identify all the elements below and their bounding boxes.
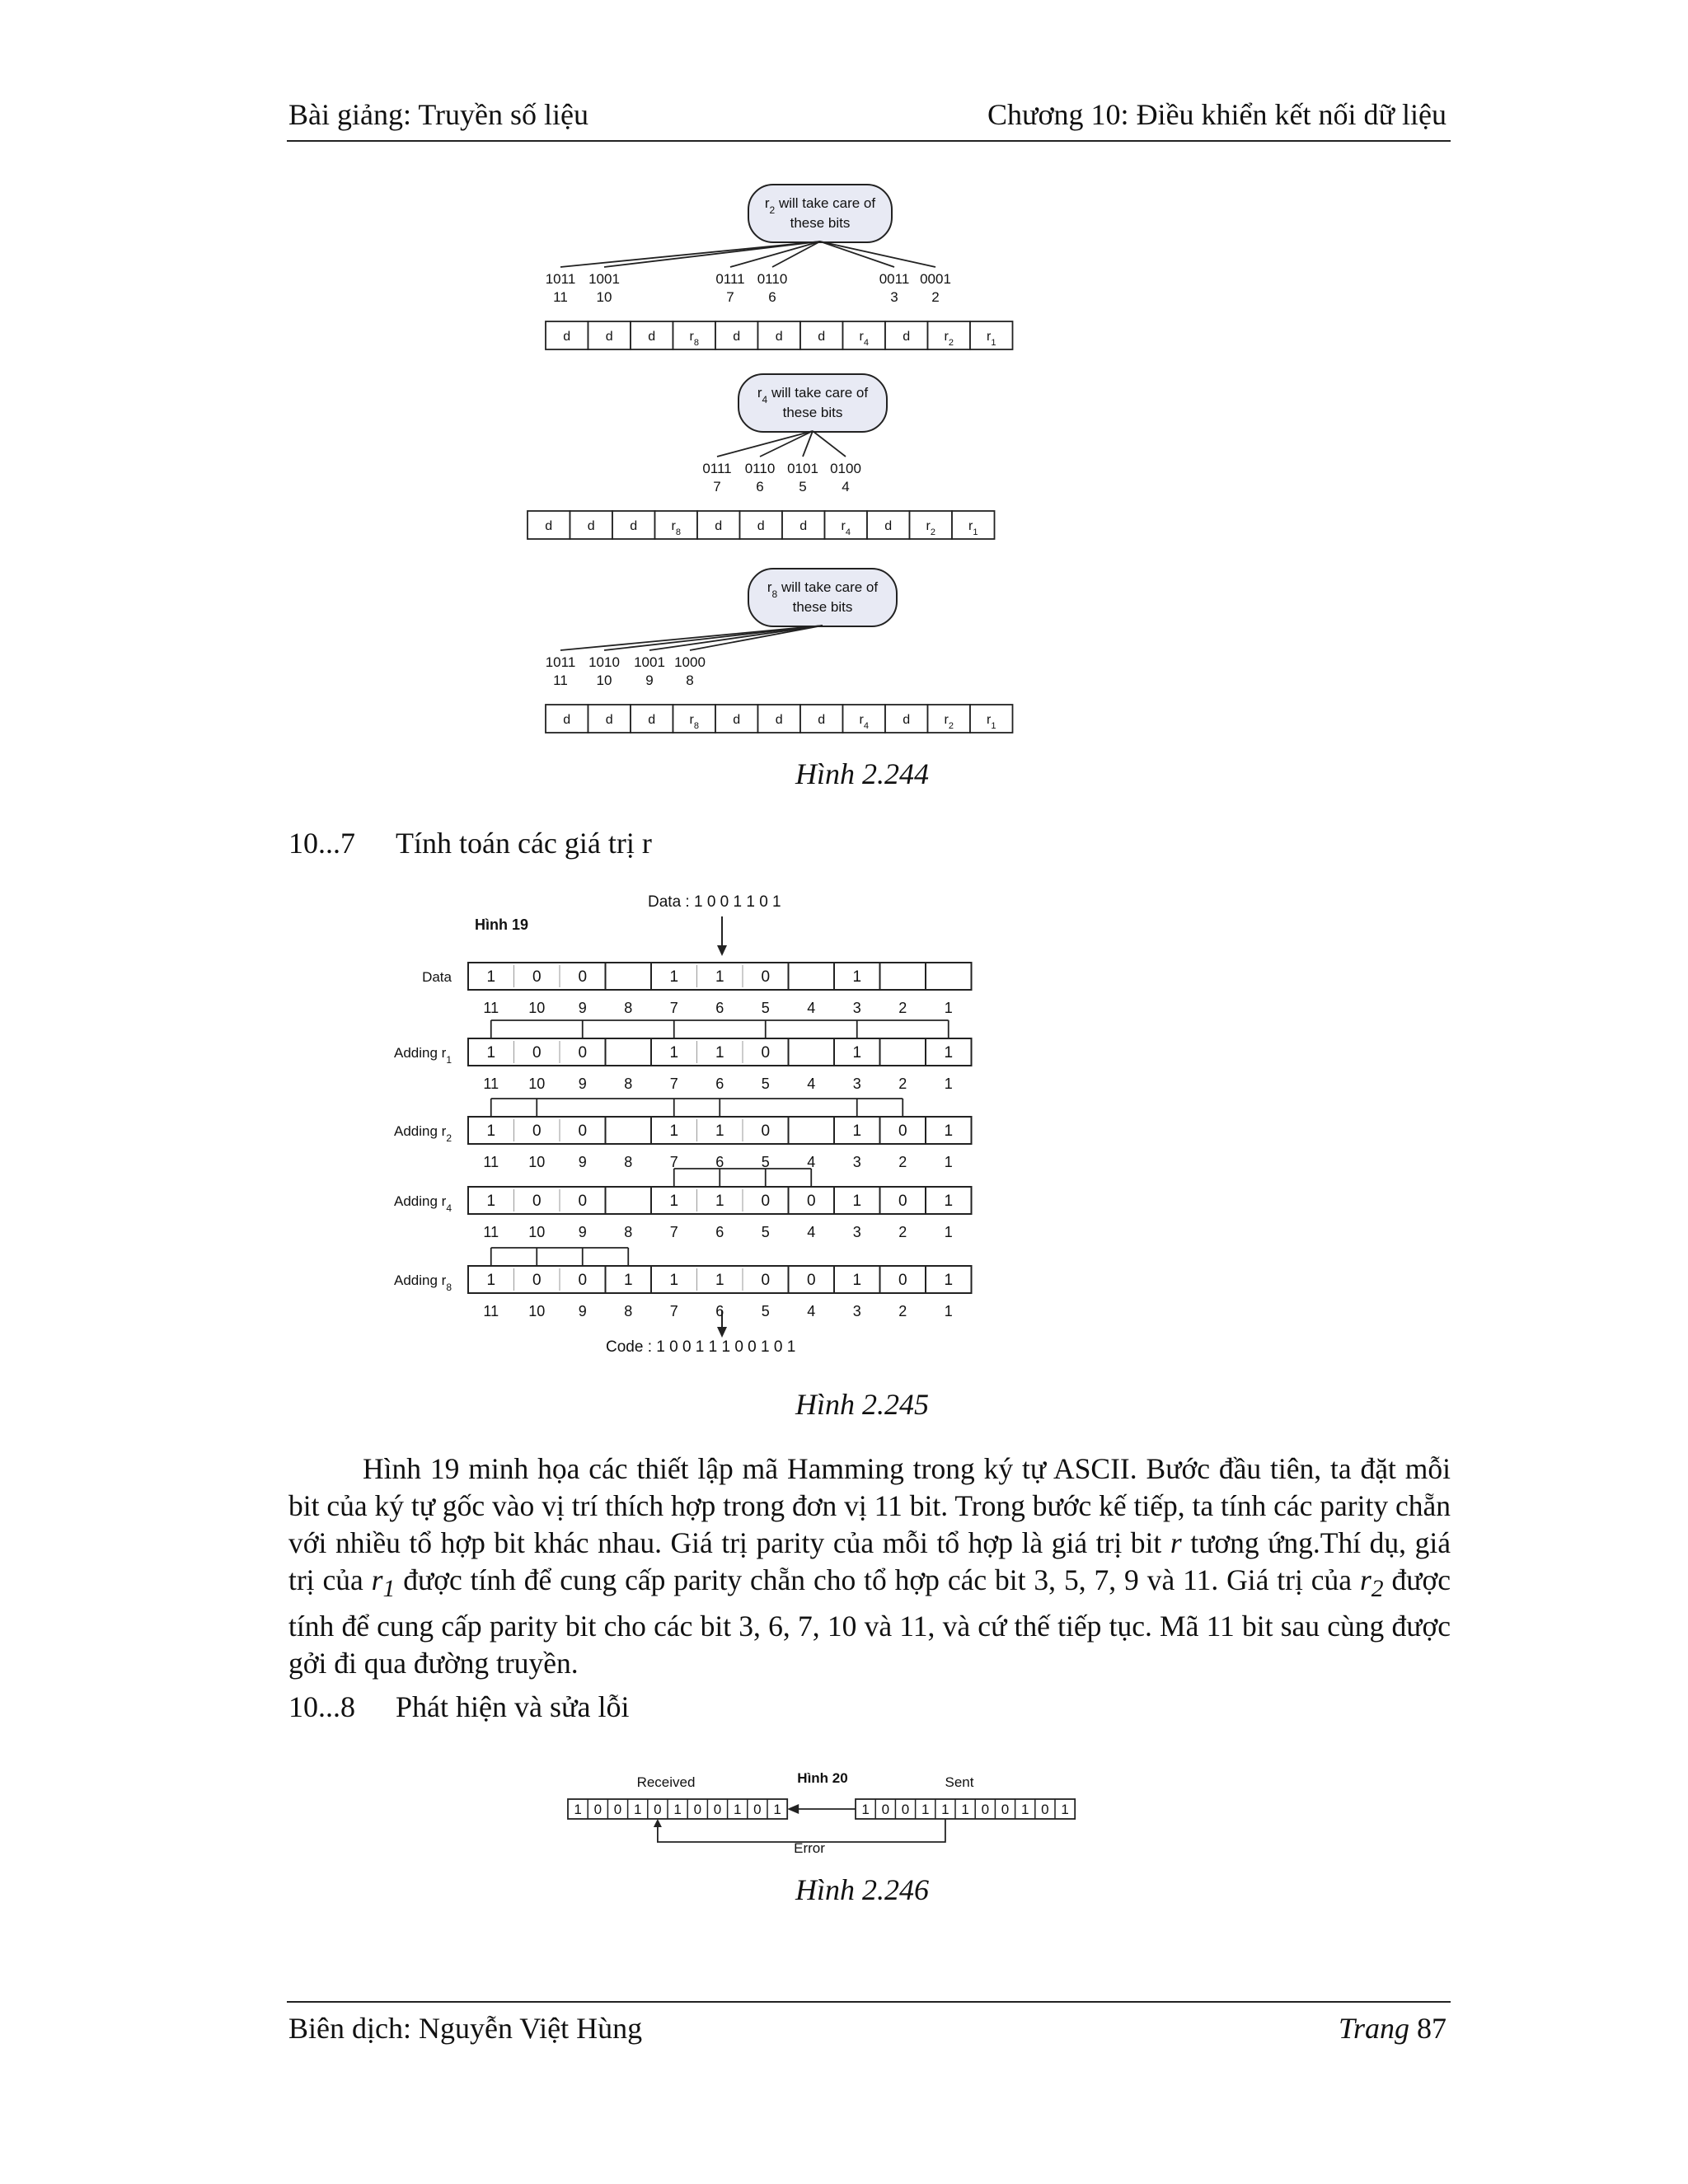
bit-value: 1 [715,1122,724,1140]
bit-value: 0 [898,1122,907,1140]
bit-cell-text: d [563,713,571,727]
row-label: Adding $r_1$ [393,1045,452,1066]
bit-position: 7 [669,1000,678,1016]
bit-cell-text: d [884,519,893,533]
bit-value: 1 [669,1044,679,1062]
bit-position: 3 [852,1224,861,1240]
bit-value: 0 [578,1122,588,1140]
bit-position: 9 [578,1154,587,1170]
bit-value: 0 [532,968,542,986]
received-bit: 0 [713,1802,722,1817]
bit-position-label: 7 [713,479,721,494]
data-label: Data : 1 0 0 1 1 0 1 [648,893,781,911]
error-bracket [658,1819,945,1842]
bit-value: 1 [486,968,496,986]
bit-cell-text: $r_2$ [944,330,954,348]
bit-cell-text: d [757,519,765,533]
bit-value: 0 [578,968,588,986]
section-8-title: Phát hiện và sửa lỗi [396,1690,630,1723]
bit-value: 0 [898,1272,907,1289]
bit-value: 0 [761,1122,771,1140]
header-right: Chương 10: Điều khiển kết nối dữ liệu [987,98,1447,131]
figure-20-label: Hình 20 [797,1770,848,1786]
figure-19-label: Hình 19 [475,916,529,933]
code-label: Code : 1 0 0 1 1 1 0 0 1 0 1 [606,1338,796,1356]
bit-position: 7 [669,1154,678,1170]
bit-value: 0 [761,1193,771,1210]
received-bit: 1 [733,1802,742,1817]
bit-cell-text: $r_8$ [689,713,699,731]
section-7-number: 10...7 [288,827,355,860]
bit-value: 1 [669,968,679,986]
bit-value: 1 [944,1272,954,1289]
row-label: Adding $r_4$ [393,1193,452,1214]
bit-cell-text: d [648,330,656,344]
bit-position-label: 6 [768,289,776,305]
bit-position: 7 [669,1303,678,1319]
bit-binary-label: 1000 [674,654,706,670]
transmission-arrowhead [787,1804,799,1814]
bit-position: 10 [528,1303,546,1319]
bit-value: 1 [715,1044,724,1062]
bit-cell-text: d [630,519,638,533]
bit-binary-label: 0110 [757,271,788,287]
bit-position: 4 [807,1076,816,1092]
bit-cell-text: $r_1$ [968,519,978,537]
bit-position: 11 [483,1154,499,1170]
bit-value: 0 [578,1044,588,1062]
bit-value: 1 [486,1272,496,1289]
bit-value: 0 [761,968,771,986]
bubble-text-line1: $r_2$ will take care of [764,195,876,216]
bit-position-label: 7 [726,289,734,305]
received-bit: 1 [673,1802,682,1817]
bit-position: 10 [528,1224,546,1240]
bit-value: 1 [944,1193,954,1210]
bit-position: 1 [944,1000,953,1016]
bit-position: 2 [898,1303,907,1319]
bit-value: 0 [761,1272,771,1289]
bit-binary-label: 0100 [830,461,861,476]
bit-value: 0 [806,1193,816,1210]
bit-position-label: 10 [596,673,612,688]
bit-cell-text: $r_2$ [944,713,954,731]
footer-page-label: Trang [1338,2012,1409,2045]
row-label: Adding $r_2$ [393,1123,452,1144]
bit-position: 3 [852,1154,861,1170]
bit-position-label: 4 [842,479,850,494]
bit-value: 1 [715,1193,724,1210]
bit-cell-text: d [545,519,553,533]
bubble-text-line1: $r_4$ will take care of [757,385,869,405]
bit-value: 0 [532,1272,542,1289]
bit-binary-label: 0101 [787,461,818,476]
paragraph-r2: r [1359,1563,1372,1596]
bit-position: 11 [483,1303,499,1319]
paragraph-text-1: Hình 19 minh họa các thiết lập mã Hamming trong ký tự ASCII. Bước đầu tiên, ta đặt mỗi bit của ký tự gốc vào vị trí thích hợp trong đơn vị 11 bit. Trong bước kế tiếp, ta tính các parity chẵn với nhiều tổ hợp bit khác nhau. Giá trị parity của mỗi tổ hợp là giá trị bit [288,1452,1451,1559]
bit-cell-text: $r_8$ [671,519,681,537]
bit-value: 0 [898,1193,907,1210]
error-arrowhead [654,1819,662,1827]
bit-position: 1 [944,1154,953,1170]
bit-position-label: 11 [553,673,568,688]
bit-position: 2 [898,1076,907,1092]
bit-position: 4 [807,1303,816,1319]
bit-position: 4 [807,1000,816,1016]
bit-position: 9 [578,1076,587,1092]
bit-position: 8 [624,1154,633,1170]
sent-bit: 1 [941,1802,950,1817]
paragraph-text-2: tương ứng.Thí dụ, giá trị của [288,1526,1451,1596]
bit-position: 7 [669,1224,678,1240]
paragraph-r: r [1170,1526,1182,1559]
bit-position-label: 3 [890,289,898,305]
paragraph-r1-sub: 1 [382,1576,396,1603]
bit-value: 0 [532,1044,542,1062]
bit-cell-text: d [775,713,783,727]
bit-value: 1 [669,1122,679,1140]
bit-position: 5 [761,1154,770,1170]
received-bit: 1 [574,1802,582,1817]
bit-value: 1 [715,1272,724,1289]
bit-position: 3 [852,1303,861,1319]
bit-binary-label: 1001 [588,271,620,287]
bit-position: 7 [669,1076,678,1092]
bit-position: 3 [852,1076,861,1092]
bit-value: 1 [486,1122,496,1140]
bit-position: 3 [852,1000,861,1016]
bit-position: 6 [715,1224,724,1240]
bit-cell-text: d [563,330,571,344]
bit-value: 1 [852,1272,862,1289]
bit-cell-text: d [648,713,656,727]
bit-position-label: 5 [799,479,807,494]
sent-bit: 1 [961,1802,969,1817]
bit-position: 2 [898,1154,907,1170]
bit-position: 10 [528,1000,546,1016]
bit-value: 0 [578,1272,588,1289]
sent-label: Sent [945,1774,974,1790]
sent-bit: 1 [861,1802,870,1817]
bit-binary-label: 0111 [715,271,745,287]
bit-value: 1 [944,1122,954,1140]
bit-value: 1 [852,968,862,986]
bit-position: 10 [528,1154,546,1170]
bit-cell-text: $r_1$ [987,330,996,348]
footer-right [1339,2011,1447,2046]
sent-bit: 0 [1001,1802,1010,1817]
bit-position: 6 [715,1000,724,1016]
received-bit: 0 [753,1802,762,1817]
bit-position: 8 [624,1076,633,1092]
bit-position: 8 [624,1224,633,1240]
received-bit: 0 [654,1802,662,1817]
bit-binary-label: 1011 [545,654,576,670]
bit-value: 1 [669,1193,679,1210]
bit-cell-text: d [775,330,783,344]
bit-position: 4 [807,1224,816,1240]
bubble-text-line2: these bits [792,599,853,615]
bit-value: 1 [852,1122,862,1140]
row-label: Adding $r_8$ [393,1272,452,1293]
bit-binary-label: 0011 [879,271,910,287]
bit-value: 1 [852,1044,862,1062]
sent-bit: 1 [1020,1802,1029,1817]
paragraph-text-4: được tính để cung cấp parity bit cho các bit 3, 6, 7, 10 và 11, và cứ thế tiếp tục. Mã 11 bit sau cùng được gởi đi qua đường truyền. [288,1563,1451,1680]
bit-value: 1 [623,1272,633,1289]
bit-value: 1 [852,1193,862,1210]
section-8-number: 10...8 [288,1690,355,1723]
received-label: Received [636,1774,696,1790]
bit-position: 8 [624,1303,633,1319]
figure-245-caption: Hình 2.245 [795,1388,929,1421]
sent-bit: 1 [921,1802,930,1817]
bit-binary-label: 1011 [545,271,576,287]
bit-binary-label: 1010 [588,654,620,670]
sent-bit: 0 [1041,1802,1049,1817]
bit-cell-text: d [733,330,741,344]
bit-position-label: 11 [553,289,568,305]
bit-cell-text: d [903,713,911,727]
bit-position: 9 [578,1000,587,1016]
paragraph-r1: r [371,1563,383,1596]
bit-position: 11 [483,1076,499,1092]
bit-cell-text: $r_1$ [987,713,996,731]
row-label: Data [422,969,452,985]
bit-position: 9 [578,1224,587,1240]
footer-page-number: 87 [1417,2012,1447,2045]
bit-cell-text: d [799,519,808,533]
bit-position: 1 [944,1303,953,1319]
bit-position: 8 [624,1000,633,1016]
bit-position-label: 2 [931,289,940,305]
bubble-text-line2: these bits [782,405,843,420]
received-bit: 0 [593,1802,603,1817]
bit-cell-text: d [605,713,613,727]
bit-cell-text: $r_8$ [689,330,699,348]
bit-binary-label: 0111 [702,461,732,476]
bit-value: 1 [486,1193,496,1210]
bit-position-label: 6 [756,479,764,494]
bit-cell-text: d [733,713,741,727]
bit-cell-text: $r_2$ [926,519,935,537]
figure-246-caption: Hình 2.246 [795,1873,929,1906]
bit-cell-text: d [903,330,911,344]
footer-left: Biên dịch: Nguyễn Việt Hùng [288,2012,643,2045]
bit-position: 6 [715,1076,724,1092]
bit-value: 1 [669,1272,679,1289]
bubble-text-line1: $r_8$ will take care of [767,579,879,600]
bit-cell-text: $r_4$ [841,519,851,537]
bit-cell-text: d [818,713,826,727]
bit-position: 11 [483,1000,499,1016]
bit-value: 0 [578,1193,588,1210]
bit-position: 6 [715,1154,724,1170]
bit-binary-label: 1001 [634,654,665,670]
section-7-title: Tính toán các giá trị r [396,827,652,860]
figure-244-caption: Hình 2.244 [795,757,929,790]
sent-bit: 0 [981,1802,990,1817]
bit-cell-text: d [587,519,595,533]
bit-position: 4 [807,1154,816,1170]
bit-cell-text: d [818,330,826,344]
bit-cell-text: $r_4$ [859,330,869,348]
bit-position: 1 [944,1224,953,1240]
paragraph-text-3: được tính để cung cấp parity chẵn cho tổ hợp các bit 3, 5, 7, 9 và 11. Giá trị của [395,1563,1360,1596]
bit-position: 5 [761,1303,770,1319]
bit-position: 2 [898,1000,907,1016]
error-label: Error [794,1840,825,1856]
sent-bit: 0 [901,1802,910,1817]
bit-position: 5 [761,1000,770,1016]
bit-position: 5 [761,1224,770,1240]
header-left: Bài giảng: Truyền số liệu [288,98,589,131]
received-bit: 0 [613,1802,622,1817]
bit-value: 1 [715,968,724,986]
bit-position: 1 [944,1076,953,1092]
bit-value: 0 [532,1193,542,1210]
paragraph-r2-sub: 2 [1371,1576,1384,1603]
bit-binary-label: 0001 [920,271,951,287]
bit-position: 6 [715,1303,724,1319]
bit-value: 1 [486,1044,496,1062]
bit-value: 1 [944,1044,954,1062]
sent-bit: 1 [1061,1802,1069,1817]
bit-position: 11 [483,1224,499,1240]
bubble-text-line2: these bits [790,215,851,231]
bit-position-label: 8 [686,673,694,688]
bit-position: 5 [761,1076,770,1092]
bit-position-label: 10 [596,289,612,305]
bit-position: 2 [898,1224,907,1240]
bit-value: 0 [761,1044,771,1062]
bit-value: 0 [806,1272,816,1289]
bit-cell-text: $r_4$ [859,713,869,731]
bit-cell-text: d [605,330,613,344]
footer-rule [287,2001,1451,2003]
bit-binary-label: 0110 [744,461,776,476]
received-bit: 1 [773,1802,781,1817]
bit-value: 0 [532,1122,542,1140]
received-bit: 0 [693,1802,702,1817]
bit-position: 10 [528,1076,546,1092]
bit-position: 9 [578,1303,587,1319]
bit-cell-text: d [715,519,723,533]
bit-position-label: 9 [645,673,654,688]
received-bit: 1 [633,1802,642,1817]
sent-bit: 0 [881,1802,890,1817]
